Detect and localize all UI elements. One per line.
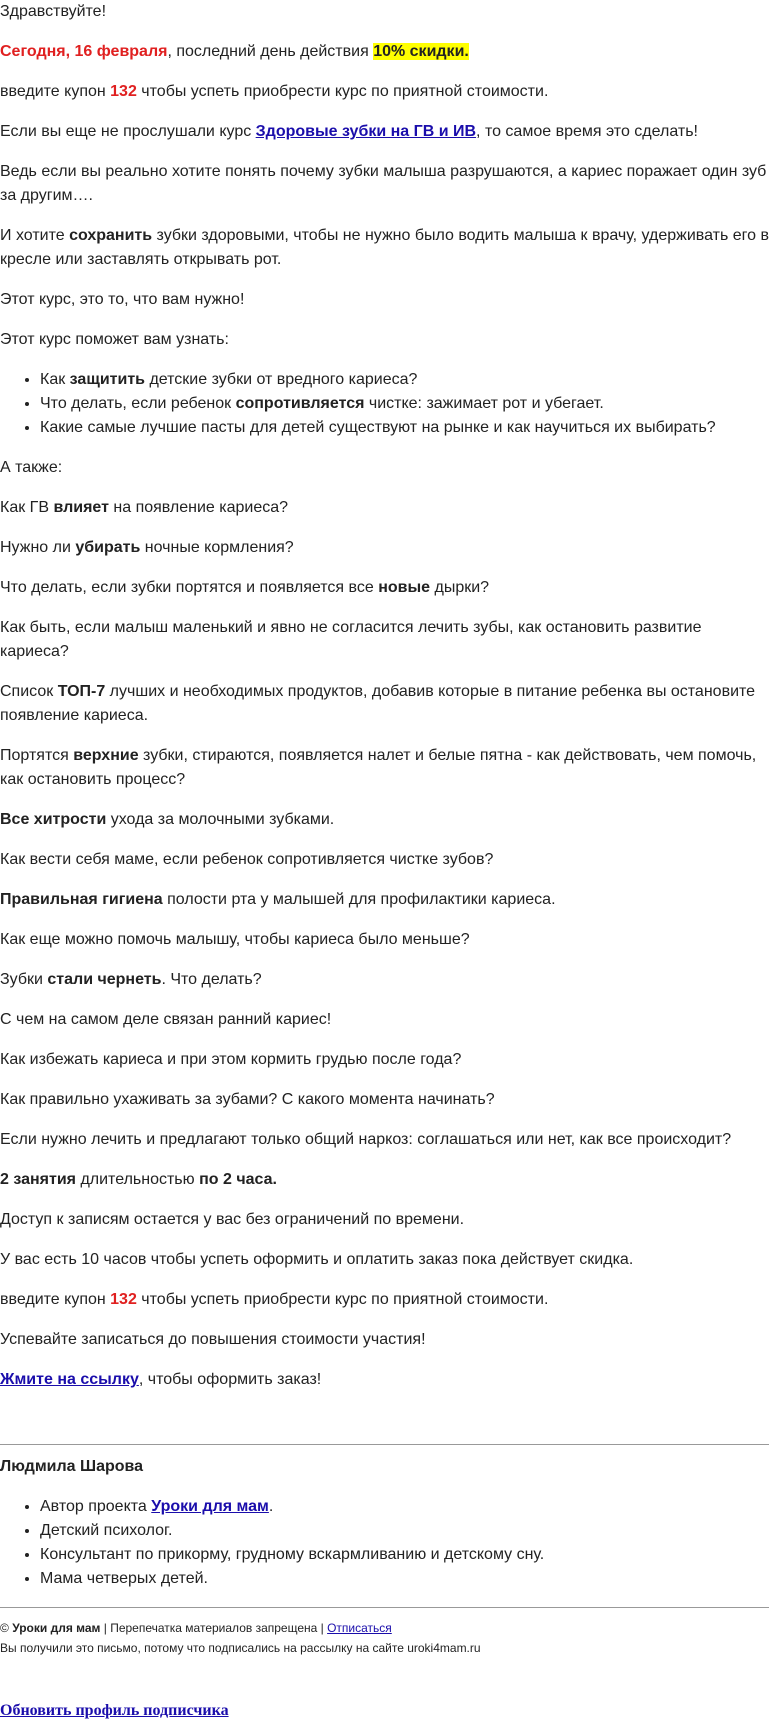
coupon-code: 132	[110, 83, 137, 100]
q-bold: влияет	[53, 499, 109, 516]
q-pre: Портятся	[0, 747, 74, 764]
sessions-paragraph	[0, 1168, 769, 1192]
date-text: Сегодня, 16 февраля	[0, 43, 168, 60]
footer-mid: | Перепечатка материалов запрещена |	[100, 1621, 328, 1635]
q-bold: новые	[378, 579, 431, 596]
q-post: зубки, стираются, появляется налет и белые пятна - как действовать, чем помочь, как остановить процесс?	[0, 747, 757, 788]
footer-brand: Уроки для мам	[12, 1621, 101, 1635]
unsubscribe-link[interactable]: Отписаться	[327, 1621, 392, 1635]
item-bold: сопротивляется	[235, 395, 365, 412]
question-4: Как быть, если малыш маленький и явно не согласится лечить зубы, как остановить развитие кариеса?	[0, 619, 702, 660]
save-bold: сохранить	[69, 227, 153, 244]
question-13: Как избежать кариеса и при этом кормить грудью после года?	[0, 1051, 462, 1068]
q-post: дырки?	[430, 579, 490, 596]
question-12: С чем на самом деле связан ранний кариес!	[0, 1011, 332, 1028]
q-pre: Как ГВ	[0, 499, 54, 516]
q-post: ухода за молочными зубками.	[106, 811, 335, 828]
coupon-paragraph-top	[0, 80, 769, 104]
q-post: лучших и необходимых продуктов, добавив которые в питание ребенка вы остановите появление кариеса.	[0, 683, 756, 724]
list-item	[40, 368, 769, 392]
access-paragraph: Доступ к записям остается у вас без ограничений по времени.	[0, 1211, 465, 1228]
order-link[interactable]: Жмите на ссылку	[0, 1371, 139, 1388]
course-link[interactable]: Здоровые зубки на ГВ и ИВ	[255, 123, 477, 140]
list-item: • Детский психолог.	[40, 1519, 769, 1543]
item-pre: Как	[40, 371, 70, 388]
coupon-code: 132	[110, 1291, 137, 1308]
q-bold: ТОП-7	[57, 683, 106, 700]
question-9	[0, 888, 769, 912]
footer-line	[0, 1618, 769, 1638]
q-pre: Зубки	[0, 971, 48, 988]
greeting: Здравствуйте!	[0, 3, 107, 20]
q-bold: Правильная гигиена	[0, 891, 163, 908]
discount-badge: 10% скидки.	[373, 43, 469, 60]
q-bold: убирать	[75, 539, 141, 556]
question-6	[0, 744, 769, 792]
question-10: Как еще можно помочь малышу, чтобы кариеса было меньше?	[0, 931, 470, 948]
also-paragraph: А также:	[0, 459, 63, 476]
list-item: • Консультант по прикорму, грудному вскармливанию и детскому сну.	[40, 1543, 769, 1567]
save-paragraph	[0, 224, 769, 272]
sessions-duration: по 2 часа.	[199, 1171, 277, 1188]
q-pre: Нужно ли	[0, 539, 76, 556]
author-name: Людмила Шарова	[0, 1458, 144, 1475]
cta-paragraph	[0, 1368, 769, 1392]
discount-mid: , последний день действия	[167, 43, 374, 60]
learn-paragraph: Этот курс поможет вам узнать:	[0, 331, 229, 348]
course-paragraph	[0, 120, 769, 144]
item-post: детские зубки от вредного кариеса?	[145, 371, 418, 388]
q-post: полости рта у малышей для профилактики кариеса.	[162, 891, 556, 908]
question-2	[0, 536, 769, 560]
author-item-pre: Автор проекта	[40, 1498, 152, 1515]
question-15: Если нужно лечить и предлагают только общий наркоз: соглашаться или нет, как все происходит?	[0, 1131, 732, 1148]
discount-paragraph	[0, 40, 769, 64]
author-item-post: .	[268, 1498, 274, 1515]
list-item	[40, 1495, 769, 1519]
update-profile-link[interactable]: Обновить профиль подписчика	[0, 1702, 229, 1719]
need-paragraph: Этот курс, это то, что вам нужно!	[0, 291, 245, 308]
course-post: , то самое время это сделать!	[476, 123, 698, 140]
list-item: • Мама четверых детей.	[40, 1567, 769, 1591]
item-pre: Что делать, если ребенок	[40, 395, 236, 412]
q-post: ночные кормления?	[140, 539, 294, 556]
q-post: на появление кариеса?	[108, 499, 289, 516]
item-bold: защитить	[69, 371, 145, 388]
footer-divider	[0, 1607, 769, 1608]
benefits-list	[0, 368, 769, 440]
q-bold: Все хитрости	[0, 811, 107, 828]
footer-note: Вы получили это письмо, потому что подписались на рассылку на сайте uroki4mam.ru	[0, 1641, 481, 1655]
coupon-pre: введите купон	[0, 1291, 111, 1308]
question-11	[0, 968, 769, 992]
coupon-post: чтобы успеть приобрести курс по приятной стоимости.	[136, 83, 549, 100]
coupon-pre: введите купон	[0, 83, 111, 100]
sessions-mid: длительностью	[76, 1171, 200, 1188]
coupon-paragraph-bottom	[0, 1288, 769, 1312]
q-post: . Что делать?	[161, 971, 262, 988]
time-paragraph: У вас есть 10 часов чтобы успеть оформить и оплатить заказ пока действует скидка.	[0, 1251, 634, 1268]
course-pre: Если вы еще не прослушали курс	[0, 123, 256, 140]
project-link[interactable]: Уроки для мам	[151, 1498, 269, 1515]
list-item	[40, 416, 769, 440]
q-bold: верхние	[73, 747, 139, 764]
sessions-count: 2 занятия	[0, 1171, 76, 1188]
q-pre: Что делать, если зубки портятся и появляется все	[0, 579, 379, 596]
question-1	[0, 496, 769, 520]
divider	[0, 1444, 769, 1445]
hurry-paragraph: Успевайте записаться до повышения стоимости участия!	[0, 1331, 426, 1348]
copyright-symbol: ©	[0, 1621, 13, 1635]
item-pre: Какие самые лучшие пасты для детей существуют на рынке и как научиться их выбирать?	[40, 419, 716, 436]
question-14: Как правильно ухаживать за зубами? С какого момента начинать?	[0, 1091, 495, 1108]
cta-post: , чтобы оформить заказ!	[138, 1371, 322, 1388]
q-pre: Список	[0, 683, 58, 700]
q-bold: стали чернеть	[47, 971, 162, 988]
question-8: Как вести себя маме, если ребенок сопротивляется чистке зубов?	[0, 851, 494, 868]
list-item	[40, 392, 769, 416]
question-5	[0, 680, 769, 728]
save-post: зубки здоровыми, чтобы не нужно было водить малыша к врачу, удерживать его в кресле или заставлять открывать рот.	[0, 227, 769, 268]
intro-paragraph: Ведь если вы реально хотите понять почему зубки малыша разрушаются, а кариес поражает один зуб за другим….	[0, 163, 767, 204]
save-pre: И хотите	[0, 227, 70, 244]
item-post: чистке: зажимает рот и убегает.	[364, 395, 604, 412]
coupon-post: чтобы успеть приобрести курс по приятной стоимости.	[136, 1291, 549, 1308]
author-list	[0, 1495, 769, 1591]
question-3	[0, 576, 769, 600]
question-7	[0, 808, 769, 832]
